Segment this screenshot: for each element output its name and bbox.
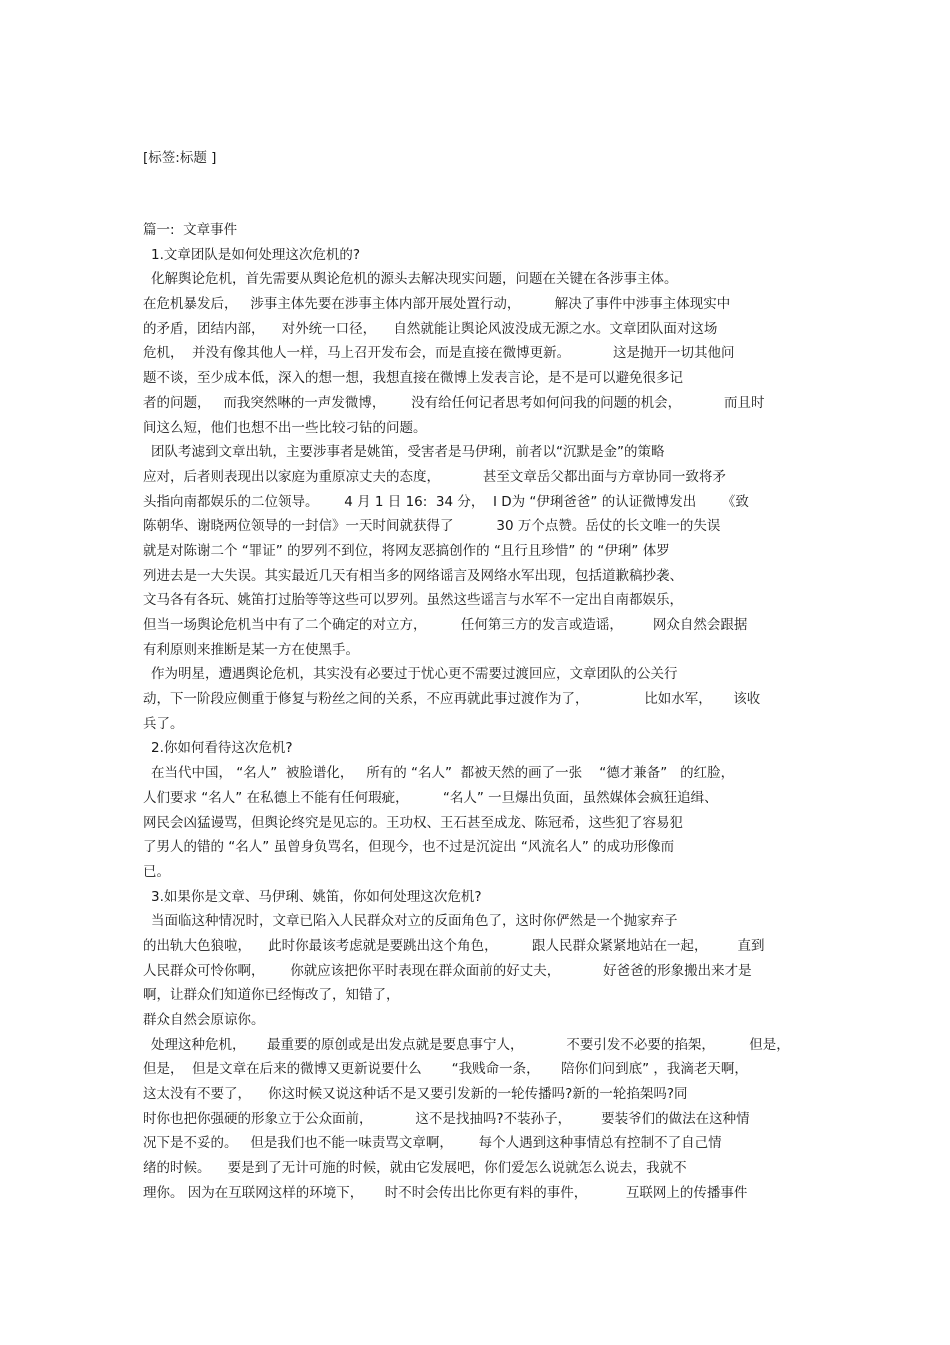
text-line: 群众自然会原谅你。 <box>143 1012 265 1028</box>
text-line: 网民会凶猛谩骂，但舆论终究是见忘的。王功权、王石甚至成龙、陈冠希，这些犯了容易犯 <box>143 814 683 831</box>
text-line: 危机， 并没有像其他人一样，马上召开发布会，而是直接在微博更新。 这是抛开一切其他问 <box>143 345 735 362</box>
text-line: 应对，后者则表现出以家庭为重原凉丈夫的态度， 甚至文章岳父都出面与方章协同一致将矛 <box>143 468 726 485</box>
text-line: 已。 <box>143 863 170 880</box>
text-line: 这太没有不要了， 你这时候又说这种话不是又要引发新的一轮传播吗?新的一轮掐架吗?同 <box>143 1086 688 1103</box>
text-line: 列进去是一大失误。其实最近几天有相当多的网络谣言及网络水军出现，包括道歉稿抄袭、 <box>143 567 683 584</box>
text-line: 动，下一阶段应侧重于修复与粉丝之间的关系，不应再就此事过渡作为了， 比如水军， 该收 <box>143 691 761 708</box>
text-line: 团队考滤到文章出轨，主要涉事者是姚笛，受害者是马伊琍，前者以“沉默是金”的策略 <box>151 444 665 461</box>
text-line: 者的问题， 而我突然啉的一声发微博， 没有给任何记者思考如何问我的问题的机会， 而且时 <box>143 394 765 411</box>
text-line: 化解舆论危机，首先需要从舆论危机的源头去解决现实问题，问题在关键在各涉事主体。 <box>151 271 678 288</box>
text-line: 3.如果你是文章、马伊琍、姚笛，你如何处理这次危机? <box>151 888 482 905</box>
text-line: 1.文章团队是如何处理这次危机的? <box>151 246 361 263</box>
tag-label: [标签:标题 ] <box>143 150 217 166</box>
text-line: 但是， 但是文章在后来的微博又更新说要什么 “我贱命一条， 陪你们问到底” ，我滴老天啊， <box>143 1061 748 1078</box>
text-line: 的出轨大色狼啦， 此时你最该考虑就是要跳出这个角色， 跟人民群众紧紧地站在一起， 直到 <box>143 937 765 954</box>
text-line: 陈朝华、谢晓两位领导的一封信》一天时间就获得了 30 万个点赞。岳仗的长文唯一的失误 <box>143 518 721 535</box>
text-line: 况下是不妥的。 但是我们也不能一味责骂文章啊， 每个人遇到这种事情总有控制不了自己情 <box>143 1135 722 1152</box>
text-line: 头指向南都娱乐的二位领导。 4 月 1 日 16: 34 分， I D为 “伊琍爸爸” 的认证微博发出 《致 <box>143 493 749 510</box>
text-line: 兵了。 <box>143 715 184 732</box>
text-line: 在危机暴发后， 涉事主体先要在涉事主体内部开展处置行动， 解决了事件中涉事主体现实中 <box>143 296 731 313</box>
text-line: 啊，让群众们知道你已经悔改了，知错了， <box>143 987 400 1004</box>
text-line: 处理这种危机， 最重要的原创或是出发点就是要息事宁人， 不要引发不必要的掐架， 但是， <box>151 1036 790 1053</box>
text-line: 了男人的错的 “名人” 虽曾身负骂名，但现今，也不过是沉淀出 “风流名人” 的成功形像而 <box>143 839 675 856</box>
text-line: 但当一场舆论危机当中有了二个确定的对立方， 任何第三方的发言或造谣， 网众自然会跟据 <box>143 617 748 633</box>
text-line: 有利原则来推断是某一方在使黑手。 <box>143 641 359 658</box>
text-line: 间这么短，他们也想不出一些比较刁钻的问题。 <box>143 419 427 436</box>
text-line: 作为明星，遭遇舆论危机，其实没有必要过于忧心更不需要过渡回应，文章团队的公关行 <box>151 666 678 683</box>
text-line: 的矛盾，团结内部， 对外统一口径， 自然就能让舆论风波没成无源之水。文章团队面对这场 <box>143 320 718 337</box>
text-line: 2.你如何看待这次危机? <box>151 740 293 757</box>
text-line: 题不谈，至少成本低，深入的想一想，我想直接在微博上发表言论，是不是可以避免很多记 <box>143 370 683 387</box>
text-line: 就是对陈谢二个 “罪证” 的罗列不到位，将网友恶搞创作的 “且行且珍惜” 的 “伊琍” 体罗 <box>143 542 670 559</box>
text-line: 当面临这种情况时，文章已陷入人民群众对立的反面角色了，这时你俨然是一个抛家弃子 <box>151 913 678 930</box>
text-line: 在当代中国， “名人” 被脸谱化， 所有的 “名人” 都被天然的画了一张 “德才兼备” 的红脸， <box>151 765 735 782</box>
article-body <box>143 218 808 1206</box>
text-line: 人们要求 “名人” 在私德上不能有任何瑕疵， “名人” 一旦爆出负面，虽然媒体会疯狂追缉、 <box>143 789 718 806</box>
text-line: 文马各有各玩、姚笛打过胎等等这些可以罗列。虽然这些谣言与水军不一定出自南都娱乐， <box>143 592 683 609</box>
text-line: 人民群众可怜你啊， 你就应该把你平时表现在群众面前的好丈夫， 好爸爸的形象搬出来才是 <box>143 962 752 979</box>
text-line: 理你。 因为在互联网这样的环境下， 时不时会传出比你更有料的事件， 互联网上的传播事件 <box>143 1184 748 1201</box>
text-line: 时你也把你强硬的形象立于公众面前， 这不是找抽吗?不装孙子， 要装爷们的做法在这种情 <box>143 1110 750 1127</box>
text-line: 篇一: 文章事件 <box>143 222 238 238</box>
text-line: 绪的时候。 要是到了无计可施的时候，就由它发展吧，你们爱怎么说就怎么说去，我就不 <box>143 1160 687 1177</box>
